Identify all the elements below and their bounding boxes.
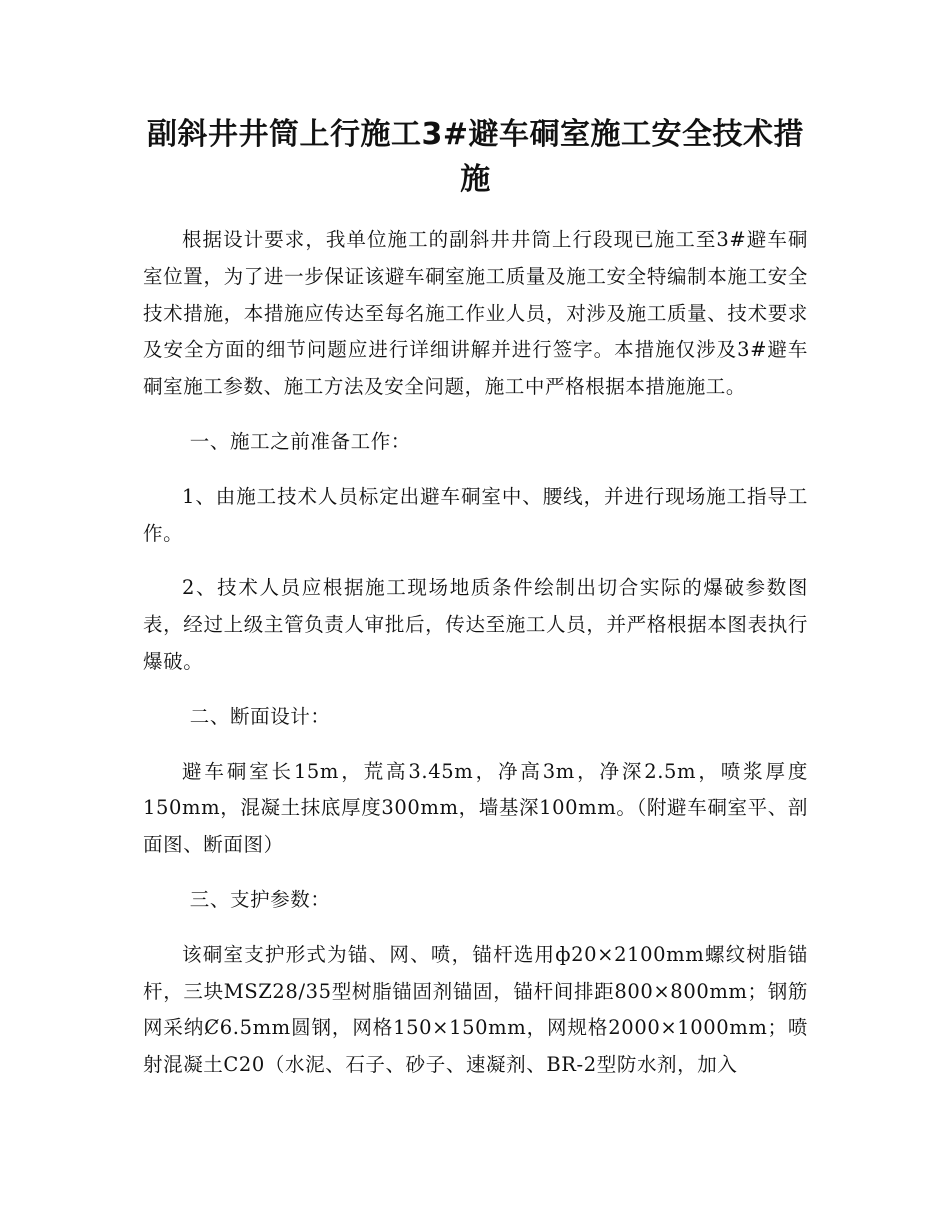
intro-paragraph: 根据设计要求，我单位施工的副斜井井筒上行段现已施工至3#避车硐室位置，为了进一步保证该避车硐室施工质量及施工安全特编制本施工安全技术措施，本措施应传达至每名施工作业人员，对涉及施工质量、技术要求及安全方面的细节问题应进行详细讲解并进行签字。本措施仅涉及3#避车硐室施工参数、施工方法及安全问题，施工中严格根据本措施施工。 — [143, 228, 808, 399]
document-page — [143, 112, 808, 1084]
preparation-item-1: 1、由施工技术人员标定出避车硐室中、腰线，并进行现场施工指导工作。 — [143, 484, 808, 545]
support-parameters-paragraph: 该硐室支护形式为锚、网、喷，锚杆选用ф20×2100mm螺纹树脂锚杆，三块MSZ28/35型树脂锚固剂锚固，锚杆间排距800×800mm；钢筋网采纳Ȼ6.5mm圆钢，网格150×150mm，网规格2000×1000mm；喷射混凝土C20（水泥、石子、砂子、速凝剂、BR-2型防水剂，加入 — [143, 942, 808, 1077]
preparation-item-2: 2、技术人员应根据施工现场地质条件绘制出切合实际的爆破参数图表，经过上级主管负责人审批后，传达至施工人员，并严格根据本图表执行爆破。 — [143, 576, 808, 673]
document-title: 副斜井井筒上行施工3#避车硐室施工安全技术措施 — [146, 117, 804, 197]
section-heading-section-design: 二、断面设计： — [189, 704, 331, 728]
section-heading-preparation: 一、施工之前准备工作： — [189, 429, 411, 453]
section-heading-support-parameters: 三、支护参数： — [189, 887, 331, 911]
section-design-paragraph: 避车硐室长15m，荒高3.45m，净高3m，净深2.5m，喷浆厚度150mm，混凝土抹底厚度300mm，墙基深100mm。（附避车硐室平、剖面图、断面图） — [143, 759, 808, 857]
